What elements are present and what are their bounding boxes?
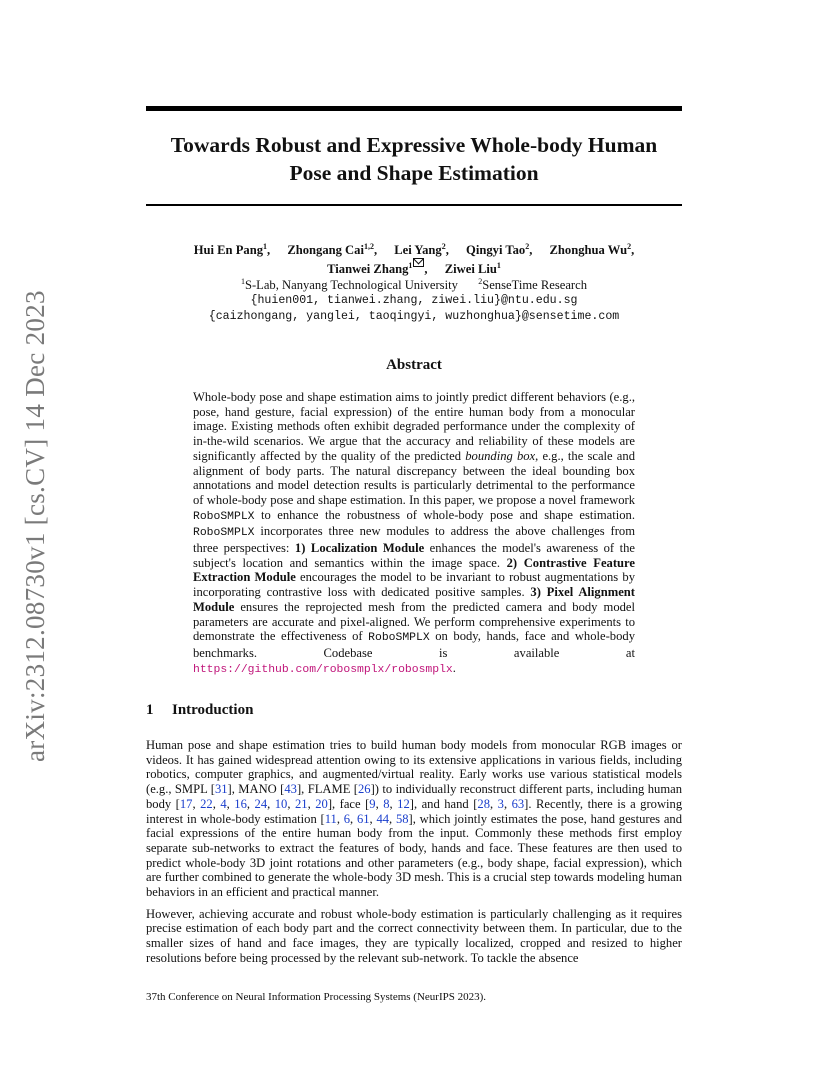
abstract-heading: Abstract (386, 357, 442, 373)
citation-link[interactable]: 28 (477, 796, 490, 811)
abstract-segment: ensures the reprojected mesh from the predicted camera and body model parameters are accurate and pixel-aligned. We perform comprehensive experiments to demonstrate the effectiveness of (193, 599, 635, 644)
citation-link[interactable]: 12 (397, 796, 410, 811)
citation-link[interactable]: 22 (200, 796, 213, 811)
citation-link[interactable]: 26 (358, 782, 371, 797)
citation-link[interactable]: 21 (294, 796, 308, 811)
email-ntu: {huien001, tianwei.zhang, ziwei.liu}@ntu.edu.sg (250, 294, 578, 307)
arxiv-identifier: arXiv:2312.08730v1 [cs.CV] 14 Dec 2023 (20, 290, 50, 762)
title-bottom-rule (146, 204, 682, 206)
title-line-1: Towards Robust and Expressive Whole-body Human (170, 133, 658, 157)
author-block (146, 242, 682, 325)
title-line-2: Pose and Shape Estimation (289, 161, 539, 185)
citation-link[interactable]: 63 (511, 796, 525, 811)
author-name: Hui En Pang (193, 243, 263, 257)
abstract-segment: encourages the model to be invariant to robust augmentations by incorporating contrastive loss with dedicated positive samples. (193, 570, 635, 600)
citation-link[interactable]: 31 (214, 782, 228, 797)
text-segment: ], face [ (327, 796, 370, 811)
affiliations (146, 277, 682, 293)
abstract-segment: enhances the model's awareness of the subject's location and semantics within the image space. (193, 541, 635, 570)
author-affiliation-mark: 2 (441, 241, 446, 251)
title-top-rule (146, 106, 682, 111)
author-name: Zhongang Cai (287, 243, 364, 257)
citation-link[interactable]: 6 (343, 811, 351, 826)
text-segment: ]. Recently, there is a growing interest in whole-body estimation [ (146, 796, 683, 826)
text-segment: ], which jointly estimates the pose, hand gestures and facial expressions of the entire human body from the input. Commonly these methods first employ separate sub-networks to extract the features of body, hands and face. These features are then used to predict whole-body 3D joint rotations and other parameters (e.g., body shape, facial expression), which are further combined to generate the whole-body 3D mesh. This is a crucial step towards modeling human behaviors in an efficient and practical manner. (146, 811, 683, 900)
method-name: RoboSMPLX (193, 527, 255, 540)
author-names-line-1: Hui En Pang$^1$, Zhongang Cai$^{1,2}$, Lei Yang$^2$, Qingyi Tao$^2$, Zhonghua Wu$^2$, (193, 241, 635, 257)
method-name: RoboSMPLX (193, 510, 255, 523)
text-segment: Human pose and shape estimation tries to build human body models from monocular RGB images or videos. It has gained widespread attention owing to its extensive applications in various fields, including robotics, computer graphics, and augmented/virtual reality. Early works use various statistical models (e.g., SMPL [ (146, 738, 682, 797)
citation-group-whole-body: 11, 6, 61, 44, 58 (324, 811, 409, 826)
abstract-text (193, 390, 635, 677)
text-segment: ], FLAME [ (296, 782, 358, 797)
abstract-segment: Whole-body pose and shape estimation aims to jointly predict different behaviors (e.g., pose, hand gesture, facial expression) of the entire human body from a monocular image. Existing methods often exhibit degraded performance under the complexity of in-the-wild scenarios. We argue that the accuracy and reliability of these models are significantly affected by the quality of the predicted (193, 390, 635, 463)
author-name: Lei Yang (394, 243, 442, 257)
section-heading-introduction (146, 702, 253, 719)
paper-title (146, 131, 682, 187)
section-title: Introduction (172, 702, 254, 718)
citation-link[interactable]: 11 (324, 811, 337, 826)
intro-paragraph-1 (146, 738, 682, 900)
conference-footer: 37th Conference on Neural Information Processing Systems (NeurIPS 2023). (146, 991, 487, 1003)
affiliation-sensetime: SenseTime Research (482, 278, 588, 292)
author-name: Tianwei Zhang (327, 262, 409, 276)
author-affiliation-mark: 1 (408, 260, 413, 270)
citation-link[interactable]: 3 (497, 796, 504, 811)
text-segment: ]) to individually reconstruct different parts, including human body [ (146, 782, 682, 811)
author-name: Ziwei Liu (444, 262, 497, 276)
citation-link[interactable]: 8 (383, 796, 390, 811)
module-name: 3) Pixel Alignment Module (193, 585, 635, 614)
citation-link[interactable]: 58 (395, 811, 409, 826)
citation-link[interactable]: 20 (315, 796, 328, 811)
intro-paragraph-2: However, achieving accurate and robust whole-body estimation is particularly challenging as it requires precise estimation of each body part and the correct connectivity between them. In particular, due to the smaller sizes of hand and face images, they are typically localized, cropped and resized to higher resolutions before being processed by the relevant sub-network. To tackle the absence (146, 906, 682, 965)
abstract-segment: to enhance the robustness of whole-body pose and shape estimation. (254, 507, 635, 522)
email-sensetime: {caizhongang, yanglei, taoqingyi, wuzhonghua}@sensetime.com (208, 310, 620, 323)
corresponding-author-envelope-icon (413, 258, 424, 267)
text-segment: ], MANO [ (227, 782, 285, 797)
citation-link[interactable]: 9 (369, 796, 376, 811)
author-affiliation-mark: 1,2 (363, 241, 374, 251)
author-affiliation-mark: 1 (263, 241, 267, 251)
citation-link[interactable]: 44 (376, 811, 390, 826)
author-affiliation-mark: 2 (525, 241, 530, 251)
module-name: 1) Localization Module (294, 541, 425, 556)
citation-group-face: 9, 8, 12 (369, 796, 410, 811)
citation-link[interactable]: 10 (274, 796, 288, 811)
citation-link[interactable]: 16 (234, 796, 247, 811)
abstract-emphasis: bounding box (465, 448, 536, 463)
text-segment: ], and hand [ (409, 796, 478, 811)
section-number: 1 (146, 702, 154, 718)
citation-group-body: 17, 22, 4, 16, 24, 10, 21, 20 (179, 796, 328, 811)
author-names-line-2: Tianwei Zhang$^1$ , Ziwei Liu$^1$ (146, 258, 682, 277)
citation-group-hand: 28, 3, 63 (477, 796, 525, 811)
abstract-segment: on body, hands, face and whole-body benchmarks. Codebase is available at (193, 629, 635, 660)
method-name: RoboSMPLX (368, 632, 430, 645)
author-affiliation-mark: 1 (496, 260, 501, 270)
author-name: Zhonghua Wu (549, 243, 628, 257)
abstract-segment: . (452, 660, 456, 675)
abstract-segment: , e.g., the scale and alignment of body parts. The natural discrepancy between the ideal bounding box annotations and model detection results is particularly detrimental to the performance of whole-body pose and shape estimation. In this paper, we propose a novel framework (193, 448, 635, 507)
affiliation-ntu: S-Lab, Nanyang Technological University (244, 278, 458, 292)
affiliation-mark: 2 (478, 276, 483, 286)
citation-link[interactable]: 43 (284, 782, 297, 797)
abstract-segment: incorporates three new modules to address the above challenges from three perspectives: (193, 524, 635, 556)
affiliation-mark: 1 (240, 276, 245, 286)
citation-link[interactable]: 17 (179, 796, 193, 811)
citation-link[interactable]: 4 (220, 796, 227, 811)
author-affiliation-mark: 2 (627, 241, 632, 251)
codebase-link[interactable]: https://github.com/robosmplx/robosmplx (193, 663, 453, 676)
module-name: 2) Contrastive Feature Extraction Module (193, 555, 635, 585)
introduction-body (146, 738, 682, 973)
citation-link[interactable]: 24 (254, 796, 268, 811)
author-name: Qingyi Tao (466, 243, 526, 257)
citation-link[interactable]: 61 (356, 811, 370, 826)
